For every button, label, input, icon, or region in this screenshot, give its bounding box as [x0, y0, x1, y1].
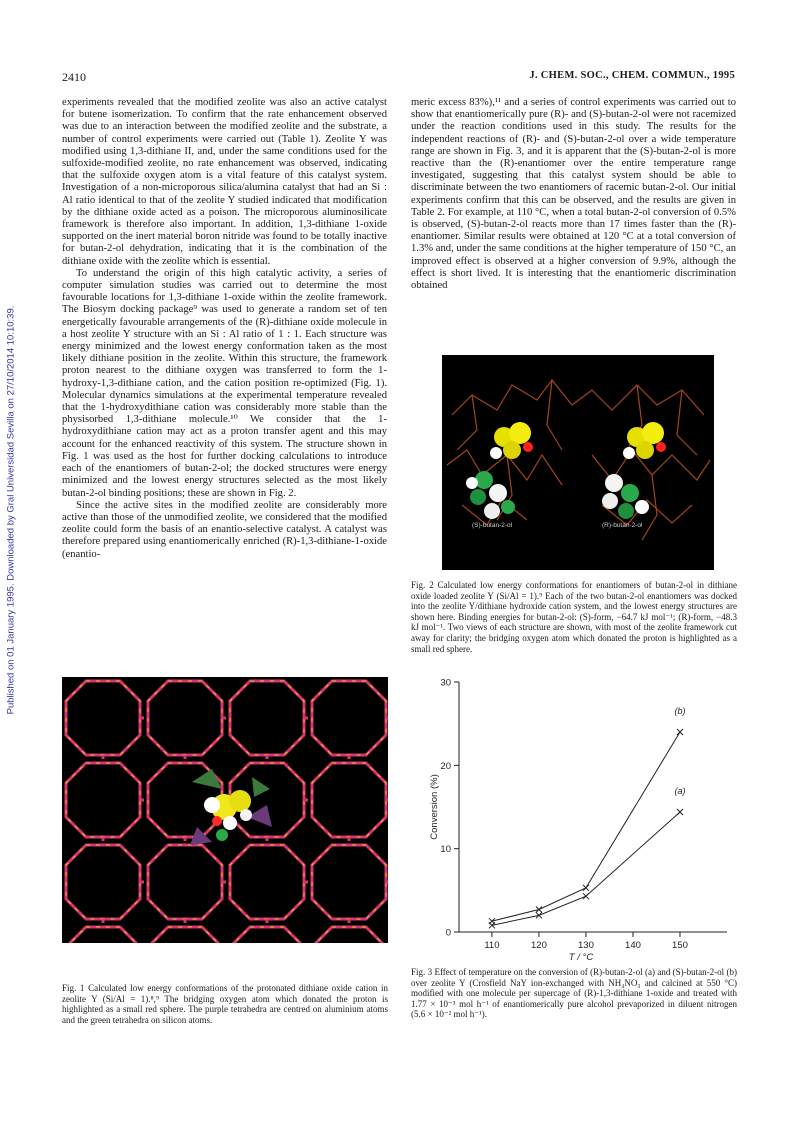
data-point-1: [489, 918, 495, 924]
x-axis-label: T / °C: [568, 952, 594, 960]
right-paragraph-1: meric excess 83%),¹¹ and a series of control experiments was carried out to show that enantiomerically pure (R)- and (S)-butan-2-ol were not racemized under the reaction conditions used in this study. The results for the independent reactions of (R)- and (S)-butan-2-ol over a wide temperature range are shown in Fig. 3, and it is apparent that the (S)-butan-2-ol is more reactive than the (R)-enantiomer over the entire temperature range investigated, suggesting that this catalyst system should be able to discriminate between the two enantiomers of racemic butan-2-ol. Our initial experiments confirm that this can be observed, and the results are given in Table 2. For example, at 110 °C, when a total butan-2-ol conversion of 0.5% is observed, (S)-butan-2-ol reacts more than 17 times faster than the (R)-enantiomer. Similar results were obtained at 120 °C at a total conversion of 1.3% and, under the same conditions at the higher temperature of 150 °C, an improved effect is observed at a higher conversion of 9.9%, although the effect is short lived. It is interesting that the enantiomeric discrimination obtained: [411, 97, 736, 292]
y-tick-label: 0: [445, 927, 451, 939]
y-tick-label: 20: [440, 760, 451, 772]
x-tick-label: 140: [625, 940, 641, 951]
figure-2-image: [442, 355, 714, 570]
fig2-label-s: (S)-butan-2-ol: [472, 522, 513, 529]
data-point-1: [583, 885, 589, 891]
figure-1-image: [62, 677, 388, 943]
figure-2-render: [442, 355, 714, 570]
x-tick-label: 120: [531, 940, 547, 951]
series-label-0: (a): [674, 786, 686, 796]
figure-3-chart: [411, 660, 737, 960]
left-paragraph-2: To understand the origin of this high catalytic activity, a series of computer simulation studies was carried out to determine the most favourable locations for 1,3-dithiane 1-oxide within the zeolite framework. The Biosym docking package⁹ was used to generate a random set of ten energetically favourable arrangements of the (R)-dithiane oxide molecule in a host zeolite Y structure with an Si : Al ratio of 1 : 1. Each structure was energy minimized and the lowest energy conformation taken as the most likely dithiane position in the zeolite. Within this structure, the framework proton nearest to the dithiane oxygen was transferred to form the 1-hydroxy-1,3-dithiane cation, and the cation position re-optimized (Fig. 1). Molecular dynamics simulations at the experimental temperature revealed that the 1-hydroxydithiane cation was considerably more stable than the physisorbed 1,3-dithiane molecule.¹⁰ We consider that the 1-hydroxydithiane cation may act as a proton transfer agent and this may account for the enhanced reactivity of this system. The structure shown in Fig. 1 was used as the host for further docking calculations to introduce each of the enantiomers of butan-2-ol; the docked structures were energy minimized and the lowest energy structures selected as the most likely butan-2-ol binding positions; these are shown in Fig. 2.: [62, 267, 387, 499]
fig2-label-r: (R)-butan-2-ol: [602, 522, 643, 529]
series-line-1: [492, 732, 680, 921]
figure-1-render: [62, 677, 388, 943]
page-number: 2410: [62, 70, 86, 84]
left-paragraph-1: experiments revealed that the modified zeolite was also an active catalyst for butene isomerization. To confirm that the rate enhancement observed was due to an interaction between the modified zeolite and the substrate, a number of control experiments were carried out (Table 1). Zeolite Y was modified using 1,3-dithiane II, and, under the same conditions used for the sulfoxide-modified zeolite, no rate enhancement was observed, indicating that the sulfoxide oxygen atom is a vital feature of this catalyst system. Investigation of a non-microporous silica/alumina catalyst that had an Si : Al ratio identical to that of the zeolite Y studied indicated that modification by the dithiane oxide acted as a poison. The microporous aluminosilicate framework is therefore also important. In addition, 1,3-dithiane 1-oxide supported on the inert material boron nitride was found to be totally inactive for butan-2-ol dehydration, indicating that it is the combination of the dithiane oxide with the zeolite which is essential.: [62, 97, 387, 267]
figure-1-caption: Fig. 1 Calculated low energy conformations of the protonated dithiane oxide cation in zeolite Y (Si/Al = 1).⁸,⁹ The bridging oxygen atom which donated the proton is highlighted as a small red sphere. The purple tetrahedra are centred on aluminium atoms and the green tetrahedra on silicon atoms.: [62, 983, 388, 1025]
series-line-0: [492, 812, 680, 925]
left-column: [62, 97, 387, 561]
conversion-chart: [411, 660, 737, 960]
data-point-1: [536, 907, 542, 913]
figure-2-caption: Fig. 2 Calculated low energy conformations for enantiomers of butan-2-ol in dithiane oxide loaded zeolite Y (Si/Al = 1).⁹ Each of the two butan-2-ol enantiomers was docked into the zeolite Y/dithiane hydroxide cation system, and the lowest energy structures are shown here. Binding energies for butan-2-ol: (S)-form, −64.7 kJ mol⁻¹; (R)-form, −48.3 kJ mol⁻¹. Two views of each structure are shown, with most of the zeolite framework cut away for clarity; the bridging oxygen atom which donated the proton is highlighted as a small red sphere.: [411, 580, 737, 654]
data-point-1: [677, 729, 683, 735]
x-tick-label: 130: [578, 940, 594, 951]
y-axis-label: Conversion (%): [429, 774, 440, 840]
figure-3-caption: Fig. 3 Effect of temperature on the conversion of (R)-butan-2-ol (a) and (S)-butan-2-ol (b) over zeolite Y (Crosfield NaY ion-exchanged with NH₄NO₃ and calcined at 550 °C) modified with one molecule per supercage of (R)-1,3-dithiane 1-oxide and treated with 1.77 × 10⁻³ mol h⁻¹ of enantiomerically pure alcohol prevaporized in diluent nitrogen (5.6 × 10⁻² mol h⁻¹).: [411, 967, 737, 1020]
x-tick-label: 110: [484, 940, 500, 951]
running-head: J. CHEM. SOC., CHEM. COMMUN., 1995: [529, 70, 735, 81]
right-column: [411, 97, 736, 292]
data-point-0: [677, 809, 683, 815]
y-tick-label: 10: [440, 844, 451, 856]
x-tick-label: 150: [672, 940, 688, 951]
y-tick-label: 30: [440, 677, 451, 689]
download-stamp: [0, 260, 22, 760]
data-point-0: [583, 893, 589, 899]
series-label-1: (b): [674, 706, 686, 716]
left-paragraph-3: Since the active sites in the modified zeolite are considerably more active than those of the unmodified zeolite, we considered that the modified zeolite could form the basis of an enantio-selective catalyst. A catalyst was therefore prepared using enantiomerically enriched (R)-1,3-dithiane-1-oxide (enantio-: [62, 499, 387, 560]
download-stamp-text: Published on 01 January 1995. Downloaded by Gral Universidad Sevilla on 27/10/2014 10:10:39.: [5, 305, 17, 715]
